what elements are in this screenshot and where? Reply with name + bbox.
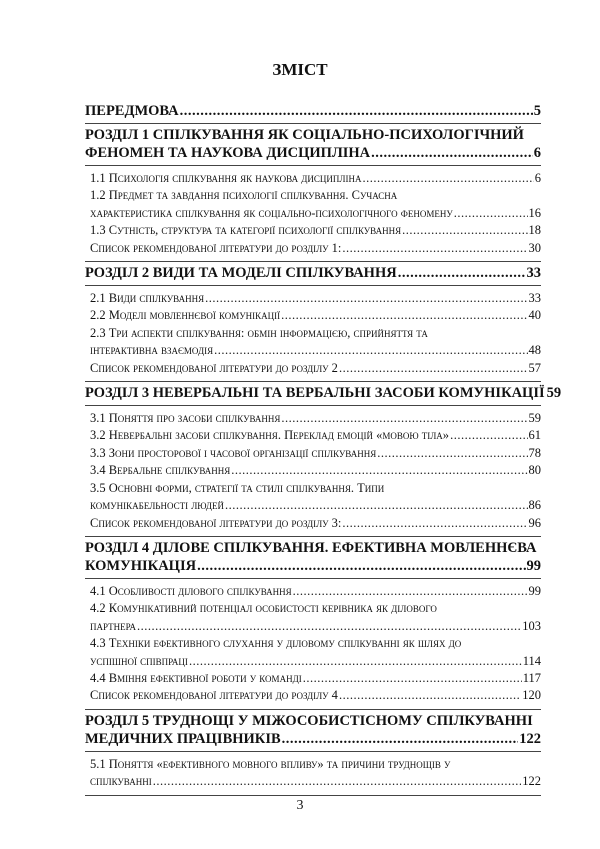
toc-subsection-entry[interactable] <box>90 170 541 187</box>
entry-title-line: РОЗДІЛ 3 НЕВЕРБАЛЬНІ ТА ВЕРБАЛЬНІ ЗАСОБИ КОМУНІКАЦІЇ <box>85 385 545 402</box>
entry-title-line: 1.3 Сутність, структура та категорії психології спілкування <box>90 223 402 238</box>
entry-page-number: 40 <box>528 308 541 323</box>
toc-subsection-entry[interactable] <box>90 325 541 360</box>
dot-leader <box>180 102 533 120</box>
dot-leader <box>293 583 528 600</box>
entry-title-line: ФЕНОМЕН ТА НАУКОВА ДИСЦИПЛІНА <box>85 145 371 161</box>
page-title: ЗМІСТ <box>272 60 328 79</box>
dot-leader <box>231 462 527 479</box>
entry-page-number: 59 <box>546 385 562 402</box>
toc-chapter-entry[interactable] <box>85 537 541 579</box>
dot-leader <box>342 515 527 532</box>
entry-title-line: ПЕРЕДМОВА <box>85 103 179 119</box>
toc-subsection-entry[interactable] <box>90 756 541 791</box>
toc-subsection-entry[interactable] <box>90 410 541 427</box>
dot-leader <box>225 497 527 514</box>
entry-page-number: 16 <box>528 205 541 220</box>
dot-leader <box>362 170 533 187</box>
toc-subsection-entry[interactable] <box>90 187 541 222</box>
toc-subsection-entry[interactable] <box>90 427 541 444</box>
entry-page-number: 6 <box>534 171 541 185</box>
entry-page-number: 48 <box>528 343 541 358</box>
dot-leader <box>339 360 528 377</box>
entry-title-line: інтерактивна взаємодія <box>90 343 214 358</box>
entry-page-number: 80 <box>528 463 541 478</box>
dot-leader <box>281 410 527 427</box>
entry-page-number: 120 <box>522 688 541 703</box>
toc-subsection-entry[interactable] <box>90 462 541 479</box>
dot-leader <box>339 687 521 704</box>
entry-title-line: 5.1 Поняття «ефективного мовного впливу» та причини труднощів у <box>90 756 451 771</box>
entry-title-line: 2.1 Види спілкування <box>90 291 205 306</box>
entry-title-line: Список рекомендованої літератури до розділу 4 <box>90 688 338 703</box>
entry-page-number: 122 <box>522 774 541 789</box>
entry-page-number: 61 <box>528 428 541 443</box>
toc-chapter-entry[interactable] <box>85 124 541 166</box>
entry-title-line: 4.2 Комунікативний потенціал особистості керівника як ділового <box>90 601 437 616</box>
toc-subsection-entry[interactable] <box>90 635 541 670</box>
page-number: 3 <box>296 798 304 813</box>
dot-leader <box>137 618 521 635</box>
entry-title-line: 2.3 Три аспекти спілкування: обмін інформацією, сприйняття та <box>90 325 428 340</box>
entry-title-line: 4.3 Техніки ефективного слухання у діловому спілкуванні як шлях до <box>90 636 462 651</box>
toc-subsection-group <box>85 752 541 796</box>
toc-subsection-entry[interactable] <box>90 583 541 600</box>
entry-title-line: 2.2 Моделі мовленнєвої комунікації <box>90 308 281 323</box>
dot-leader <box>450 427 527 444</box>
toc-chapter-entry[interactable] <box>85 710 541 752</box>
dot-leader <box>371 144 533 162</box>
entry-title-line: 3.1 Поняття про засоби спілкування <box>90 411 281 426</box>
toc-subsection-entry[interactable] <box>90 670 541 687</box>
dot-leader <box>281 307 527 324</box>
entry-page-number: 114 <box>522 653 541 668</box>
entry-title-line: успішної співпраці <box>90 653 188 668</box>
entry-title-line: Список рекомендованої літератури до розділу 2 <box>90 360 338 375</box>
toc-subsection-entry[interactable] <box>90 687 541 704</box>
toc-subsection-entry[interactable] <box>90 360 541 377</box>
toc-subsection-entry[interactable] <box>90 222 541 239</box>
toc-subsection-entry[interactable] <box>90 445 541 462</box>
toc-subsection-entry[interactable] <box>90 480 541 515</box>
toc-chapter-entry[interactable] <box>85 262 541 286</box>
entry-title-line: РОЗДІЛ 4 ДІЛОВЕ СПІЛКУВАННЯ. ЕФЕКТИВНА МОВЛЕННЄВА <box>85 539 537 556</box>
entry-title-line: РОЗДІЛ 5 ТРУДНОЩІ У МІЖОСОБИСТІСНОМУ СПІЛКУВАННІ <box>85 712 533 729</box>
entry-title-line: РОЗДІЛ 2 ВИДИ ТА МОДЕЛІ СПІЛКУВАННЯ <box>85 265 397 282</box>
entry-page-number: 57 <box>528 360 541 375</box>
entry-title-line: 4.1 Особливості ділового спілкування <box>90 583 292 598</box>
dot-leader <box>205 290 527 307</box>
dot-leader <box>342 240 527 257</box>
toc-subsection-group <box>85 286 541 382</box>
entry-title-line: 3.2 Невербальні засоби спілкування. Переклад емоцій «мовою тіла» <box>90 428 450 443</box>
toc-subsection-group <box>85 406 541 537</box>
toc-subsection-entry[interactable] <box>90 600 541 635</box>
entry-title-line: МЕДИЧНИХ ПРАЦІВНИКІВ <box>85 730 281 747</box>
dot-leader <box>398 264 526 282</box>
dot-leader <box>197 557 525 575</box>
entry-page-number: 33 <box>526 265 541 282</box>
entry-title-line: 4.4 Вміння ефективної роботи у команді <box>90 670 302 685</box>
entry-page-number: 103 <box>522 618 541 633</box>
entry-page-number: 33 <box>528 291 541 306</box>
entry-page-number: 18 <box>528 223 541 238</box>
toc-subsection-entry[interactable] <box>90 290 541 307</box>
entry-title-line: 3.3 Зони просторової і часової організації спілкування <box>90 445 377 460</box>
dot-leader <box>402 222 527 239</box>
dot-leader <box>282 730 519 748</box>
entry-page-number: 117 <box>522 670 541 685</box>
toc-subsection-entry[interactable] <box>90 307 541 324</box>
entry-page-number: 99 <box>528 583 541 598</box>
dot-leader <box>377 445 527 462</box>
entry-page-number: 6 <box>533 145 541 161</box>
entry-title-line: партнера <box>90 618 136 633</box>
entry-page-number: 78 <box>528 445 541 460</box>
entry-title-line: Список рекомендованої літератури до розділу 3: <box>90 515 342 530</box>
toc-chapter-entry[interactable] <box>85 100 541 124</box>
entry-page-number: 30 <box>528 240 541 255</box>
entry-title-line: характеристика спілкування як соціально-психологічного феномену <box>90 205 453 220</box>
dot-leader <box>454 205 528 222</box>
entry-page-number: 99 <box>526 557 541 574</box>
toc-subsection-group <box>85 166 541 262</box>
entry-title-line: 3.4 Вербальне спілкування <box>90 463 231 478</box>
entry-page-number: 5 <box>533 103 541 119</box>
entry-page-number: 59 <box>528 411 541 426</box>
entry-title-line: Список рекомендованої літератури до розділу 1: <box>90 240 342 255</box>
entry-title-line: КОМУНІКАЦІЯ <box>85 557 197 574</box>
table-of-contents <box>85 100 562 796</box>
toc-chapter-entry[interactable] <box>85 382 562 406</box>
entry-title-line: спілкуванні <box>90 774 152 789</box>
entry-page-number: 96 <box>528 515 541 530</box>
dot-leader <box>214 342 527 359</box>
dot-leader <box>153 773 522 790</box>
entry-page-number: 86 <box>528 498 541 513</box>
entry-title-line: 1.2 Предмет та завдання психології спілкування. Сучасна <box>90 188 398 203</box>
toc-subsection-entry[interactable] <box>90 515 541 532</box>
entry-title-line: 1.1 Психологія спілкування як наукова дисципліна <box>90 171 362 185</box>
toc-subsection-group <box>85 579 541 710</box>
entry-title-line: РОЗДІЛ 1 СПІЛКУВАННЯ ЯК СОЦІАЛЬНО-ПСИХОЛОГІЧНИЙ <box>85 127 524 143</box>
entry-page-number: 122 <box>519 730 541 747</box>
entry-title-line: 3.5 Основні форми, стратегії та стилі спілкування. Типи <box>90 480 385 495</box>
toc-subsection-entry[interactable] <box>90 240 541 257</box>
dot-leader <box>303 670 522 687</box>
entry-title-line: комунікабельності людей <box>90 498 225 513</box>
dot-leader <box>189 653 522 670</box>
